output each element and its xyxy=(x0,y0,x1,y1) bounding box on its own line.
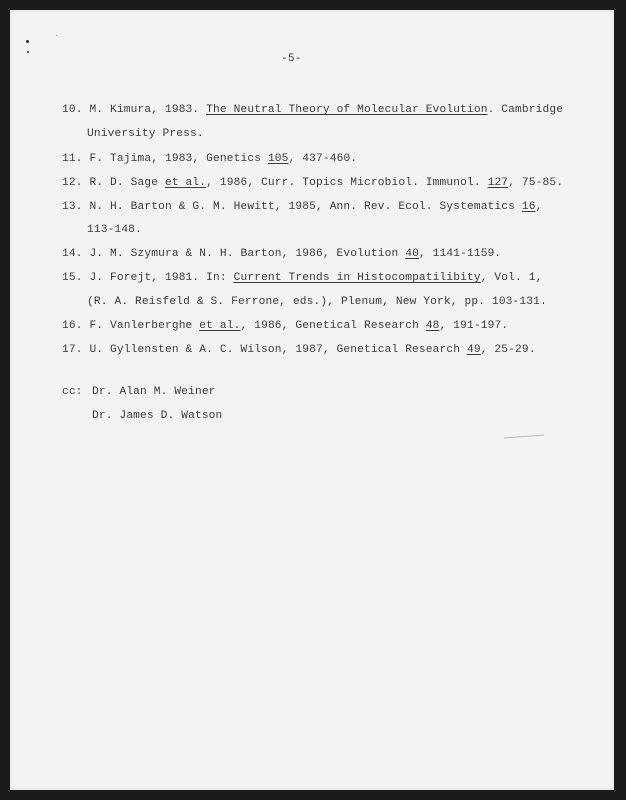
volume-number: 127 xyxy=(487,177,509,189)
volume-number: 48 xyxy=(425,320,440,332)
et-al: et al. xyxy=(199,320,241,332)
reference-10-continuation: University Press. xyxy=(87,128,204,140)
reference-text: , 1986, Curr. Topics Microbiol. Immunol. xyxy=(206,177,488,189)
reference-13-continuation: 113-148. xyxy=(87,224,142,236)
reference-number: 16. xyxy=(62,320,83,332)
volume-number: 16 xyxy=(521,201,536,213)
reference-number: 15. xyxy=(62,272,83,284)
cc-label: cc: xyxy=(62,386,83,398)
reference-text: J. Forejt, 1981. In: xyxy=(89,272,234,284)
reference-text: , 437-460. xyxy=(288,153,358,165)
volume-number: 105 xyxy=(267,153,289,165)
reference-text: N. H. Barton & G. M. Hewitt, 1985, Ann. Rev. Ecol. Systematics xyxy=(89,201,522,213)
reference-number: 13. xyxy=(62,201,83,213)
book-title: Current Trends in Histocompatilibity xyxy=(233,272,481,284)
reference-text: , xyxy=(535,201,543,213)
cc-recipient: Dr. James D. Watson xyxy=(92,410,223,422)
reference-text: . Cambridge xyxy=(487,104,564,116)
reference-13 xyxy=(62,201,542,213)
reference-text: , 1986, Genetical Research xyxy=(240,320,426,332)
ink-speck xyxy=(26,40,29,43)
reference-14 xyxy=(62,248,501,260)
reference-text: J. M. Szymura & N. H. Barton, 1986, Evolution xyxy=(89,248,406,260)
ink-speck xyxy=(27,51,29,53)
page-number: -5- xyxy=(281,53,302,65)
reference-12 xyxy=(62,177,563,189)
reference-15-continuation: (R. A. Reisfeld & S. Ferrone, eds.), Plenum, New York, pp. 103-131. xyxy=(87,296,547,308)
reference-15 xyxy=(62,272,542,284)
reference-text: F. Vanlerberghe xyxy=(89,320,200,332)
reference-text: , 75-85. xyxy=(508,177,564,189)
pencil-mark xyxy=(504,435,544,439)
reference-10 xyxy=(62,104,563,116)
reference-text: , 191-197. xyxy=(439,320,509,332)
reference-text: M. Kimura, 1983. xyxy=(89,104,207,116)
reference-16 xyxy=(62,320,508,332)
reference-number: 17. xyxy=(62,344,83,356)
reference-text: , 1141-1159. xyxy=(418,248,502,260)
reference-number: 11. xyxy=(62,153,83,165)
ink-speck xyxy=(56,35,57,36)
book-title: The Neutral Theory of Molecular Evolution xyxy=(206,104,488,116)
volume-number: 49 xyxy=(466,344,481,356)
volume-number: 40 xyxy=(405,248,419,260)
reference-text: , Vol. 1, xyxy=(480,272,543,284)
et-al: et al. xyxy=(164,177,207,189)
reference-11 xyxy=(62,153,357,165)
reference-number: 10. xyxy=(62,104,83,116)
reference-text: U. Gyllensten & A. C. Wilson, 1987, Genetical Research xyxy=(89,344,467,356)
reference-text: , 25-29. xyxy=(480,344,536,356)
document-page xyxy=(10,10,614,790)
cc-recipient: Dr. Alan M. Weiner xyxy=(92,386,216,398)
reference-text: F. Tajima, 1983, Genetics xyxy=(89,153,268,165)
reference-number: 12. xyxy=(62,177,83,189)
reference-text: R. D. Sage xyxy=(89,177,165,189)
reference-number: 14. xyxy=(62,248,83,260)
reference-17 xyxy=(62,344,536,356)
